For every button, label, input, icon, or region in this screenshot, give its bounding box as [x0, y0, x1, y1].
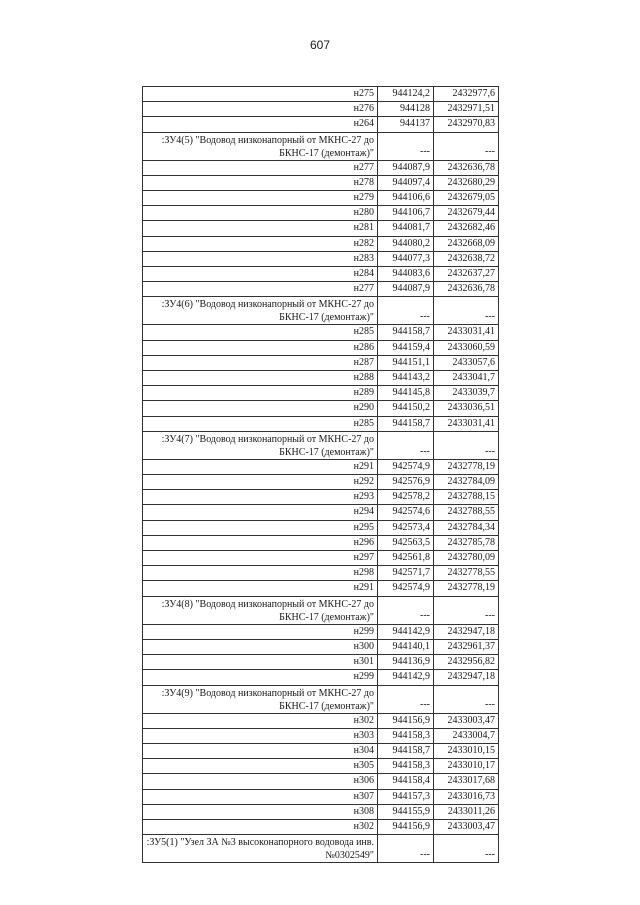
point-label: н305 [143, 759, 378, 774]
y-coordinate: 2432971,51 [434, 102, 499, 117]
x-coordinate: 944077,3 [378, 251, 434, 266]
point-label: н285 [143, 416, 378, 431]
y-coordinate: 2432947,18 [434, 670, 499, 685]
point-label: н291 [143, 581, 378, 596]
x-coordinate: 942573,4 [378, 520, 434, 535]
x-coordinate: 944080,2 [378, 236, 434, 251]
y-coordinate: 2433041,7 [434, 371, 499, 386]
section-x: --- [378, 297, 434, 325]
y-coordinate: 2432637,27 [434, 267, 499, 282]
x-coordinate: 944128 [378, 102, 434, 117]
y-coordinate: 2432947,18 [434, 624, 499, 639]
section-x: --- [378, 431, 434, 459]
point-row [143, 221, 499, 236]
point-row [143, 401, 499, 416]
point-row [143, 206, 499, 221]
x-coordinate: 944158,7 [378, 416, 434, 431]
section-x: --- [378, 132, 434, 160]
point-label: н290 [143, 401, 378, 416]
point-label: н282 [143, 236, 378, 251]
point-row [143, 160, 499, 175]
y-coordinate: 2432788,15 [434, 490, 499, 505]
y-coordinate: 2432636,78 [434, 160, 499, 175]
x-coordinate: 942578,2 [378, 490, 434, 505]
point-label: н308 [143, 804, 378, 819]
point-row [143, 459, 499, 474]
point-label: н292 [143, 475, 378, 490]
x-coordinate: 944158,3 [378, 759, 434, 774]
point-label: н289 [143, 386, 378, 401]
y-coordinate: 2432680,29 [434, 175, 499, 190]
y-coordinate: 2432778,19 [434, 581, 499, 596]
point-label: н303 [143, 728, 378, 743]
section-header-row [143, 685, 499, 713]
point-row [143, 655, 499, 670]
point-label: н277 [143, 160, 378, 175]
point-label: н275 [143, 87, 378, 102]
point-row [143, 624, 499, 639]
point-label: н301 [143, 655, 378, 670]
point-row [143, 236, 499, 251]
section-name: :ЗУ4(6) "Водовод низконапорный от МКНС-27 до БКНС-17 (демонтаж)" [143, 297, 378, 325]
point-label: н302 [143, 819, 378, 834]
point-row [143, 371, 499, 386]
y-coordinate: 2432961,37 [434, 639, 499, 654]
point-row [143, 490, 499, 505]
x-coordinate: 944158,4 [378, 774, 434, 789]
y-coordinate: 2433003,47 [434, 713, 499, 728]
point-row [143, 87, 499, 102]
point-row [143, 386, 499, 401]
point-label: н285 [143, 325, 378, 340]
section-y: --- [434, 835, 499, 863]
point-row [143, 804, 499, 819]
x-coordinate: 944156,9 [378, 819, 434, 834]
point-row [143, 325, 499, 340]
x-coordinate: 944137 [378, 117, 434, 132]
point-row [143, 535, 499, 550]
point-label: н291 [143, 459, 378, 474]
point-row [143, 639, 499, 654]
section-name: :ЗУ4(8) "Водовод низконапорный от МКНС-27 до БКНС-17 (демонтаж)" [143, 596, 378, 624]
point-label: н276 [143, 102, 378, 117]
y-coordinate: 2432785,78 [434, 535, 499, 550]
section-name: :ЗУ4(7) "Водовод низконапорный от МКНС-27 до БКНС-17 (демонтаж)" [143, 431, 378, 459]
point-row [143, 520, 499, 535]
point-label: н300 [143, 639, 378, 654]
x-coordinate: 944106,7 [378, 206, 434, 221]
point-label: н302 [143, 713, 378, 728]
x-coordinate: 944155,9 [378, 804, 434, 819]
point-row [143, 191, 499, 206]
point-row [143, 819, 499, 834]
point-row [143, 475, 499, 490]
y-coordinate: 2433010,15 [434, 743, 499, 758]
x-coordinate: 944124,2 [378, 87, 434, 102]
point-label: н307 [143, 789, 378, 804]
point-label: н306 [143, 774, 378, 789]
x-coordinate: 942574,9 [378, 459, 434, 474]
y-coordinate: 2432679,05 [434, 191, 499, 206]
point-row [143, 267, 499, 282]
point-row [143, 728, 499, 743]
y-coordinate: 2432636,78 [434, 282, 499, 297]
x-coordinate: 944150,2 [378, 401, 434, 416]
point-label: н284 [143, 267, 378, 282]
point-label: н264 [143, 117, 378, 132]
point-label: н288 [143, 371, 378, 386]
point-row [143, 175, 499, 190]
section-y: --- [434, 132, 499, 160]
point-label: н287 [143, 355, 378, 370]
point-row [143, 566, 499, 581]
section-y: --- [434, 297, 499, 325]
point-label: н280 [143, 206, 378, 221]
x-coordinate: 944145,8 [378, 386, 434, 401]
y-coordinate: 2432679,44 [434, 206, 499, 221]
point-label: н297 [143, 551, 378, 566]
x-coordinate: 944097,4 [378, 175, 434, 190]
point-row [143, 102, 499, 117]
x-coordinate: 944158,7 [378, 743, 434, 758]
point-row [143, 416, 499, 431]
section-header-row [143, 835, 499, 863]
point-label: н294 [143, 505, 378, 520]
section-header-row [143, 132, 499, 160]
point-row [143, 340, 499, 355]
point-row [143, 505, 499, 520]
point-label: н298 [143, 566, 378, 581]
point-label: н295 [143, 520, 378, 535]
y-coordinate: 2432638,72 [434, 251, 499, 266]
section-y: --- [434, 685, 499, 713]
y-coordinate: 2432970,83 [434, 117, 499, 132]
x-coordinate: 944156,9 [378, 713, 434, 728]
section-x: --- [378, 596, 434, 624]
x-coordinate: 944151,1 [378, 355, 434, 370]
point-row [143, 355, 499, 370]
point-row [143, 282, 499, 297]
x-coordinate: 942576,9 [378, 475, 434, 490]
section-x: --- [378, 835, 434, 863]
x-coordinate: 942561,8 [378, 551, 434, 566]
x-coordinate: 944136,9 [378, 655, 434, 670]
x-coordinate: 942574,6 [378, 505, 434, 520]
point-row [143, 743, 499, 758]
section-header-row [143, 596, 499, 624]
point-row [143, 117, 499, 132]
point-label: н293 [143, 490, 378, 505]
x-coordinate: 944087,9 [378, 282, 434, 297]
section-name: :ЗУ4(9) "Водовод низконапорный от МКНС-27 до БКНС-17 (демонтаж)" [143, 685, 378, 713]
y-coordinate: 2432788,55 [434, 505, 499, 520]
x-coordinate: 944140,1 [378, 639, 434, 654]
section-y: --- [434, 596, 499, 624]
x-coordinate: 944159,4 [378, 340, 434, 355]
point-label: н299 [143, 624, 378, 639]
y-coordinate: 2433060,59 [434, 340, 499, 355]
y-coordinate: 2433011,26 [434, 804, 499, 819]
x-coordinate: 944158,3 [378, 728, 434, 743]
x-coordinate: 942563,5 [378, 535, 434, 550]
point-label: н299 [143, 670, 378, 685]
point-label: н277 [143, 282, 378, 297]
y-coordinate: 2432778,55 [434, 566, 499, 581]
x-coordinate: 944142,9 [378, 670, 434, 685]
section-name: :ЗУ4(5) "Водовод низконапорный от МКНС-27 до БКНС-17 (демонтаж)" [143, 132, 378, 160]
section-y: --- [434, 431, 499, 459]
point-label: н279 [143, 191, 378, 206]
section-header-row [143, 431, 499, 459]
point-row [143, 251, 499, 266]
y-coordinate: 2432668,09 [434, 236, 499, 251]
section-x: --- [378, 685, 434, 713]
point-row [143, 759, 499, 774]
y-coordinate: 2433057,6 [434, 355, 499, 370]
point-label: н281 [143, 221, 378, 236]
point-label: н283 [143, 251, 378, 266]
point-row [143, 774, 499, 789]
x-coordinate: 942574,9 [378, 581, 434, 596]
point-row [143, 789, 499, 804]
point-row [143, 670, 499, 685]
y-coordinate: 2433017,68 [434, 774, 499, 789]
x-coordinate: 944143,2 [378, 371, 434, 386]
point-label: н296 [143, 535, 378, 550]
x-coordinate: 944083,6 [378, 267, 434, 282]
page-number: 607 [309, 38, 331, 52]
y-coordinate: 2433039,7 [434, 386, 499, 401]
point-row [143, 551, 499, 566]
y-coordinate: 2433010,17 [434, 759, 499, 774]
y-coordinate: 2432784,34 [434, 520, 499, 535]
y-coordinate: 2433016,73 [434, 789, 499, 804]
x-coordinate: 942571,7 [378, 566, 434, 581]
y-coordinate: 2433031,41 [434, 416, 499, 431]
x-coordinate: 944081,7 [378, 221, 434, 236]
point-row [143, 581, 499, 596]
section-header-row [143, 297, 499, 325]
y-coordinate: 2432784,09 [434, 475, 499, 490]
point-label: н304 [143, 743, 378, 758]
x-coordinate: 944142,9 [378, 624, 434, 639]
y-coordinate: 2433004,7 [434, 728, 499, 743]
y-coordinate: 2433003,47 [434, 819, 499, 834]
y-coordinate: 2432977,6 [434, 87, 499, 102]
x-coordinate: 944158,7 [378, 325, 434, 340]
x-coordinate: 944087,9 [378, 160, 434, 175]
point-label: н278 [143, 175, 378, 190]
coordinates-table-body [143, 87, 499, 863]
coordinates-table [142, 86, 499, 863]
y-coordinate: 2432956,82 [434, 655, 499, 670]
y-coordinate: 2432780,09 [434, 551, 499, 566]
y-coordinate: 2433031,41 [434, 325, 499, 340]
point-label: н286 [143, 340, 378, 355]
y-coordinate: 2432778,19 [434, 459, 499, 474]
section-name: :ЗУ5(1) "Узел ЗА №3 высоконапорного водовода инв. №0302549" [143, 835, 378, 863]
y-coordinate: 2432682,46 [434, 221, 499, 236]
y-coordinate: 2433036,51 [434, 401, 499, 416]
x-coordinate: 944157,3 [378, 789, 434, 804]
point-row [143, 713, 499, 728]
x-coordinate: 944106,6 [378, 191, 434, 206]
